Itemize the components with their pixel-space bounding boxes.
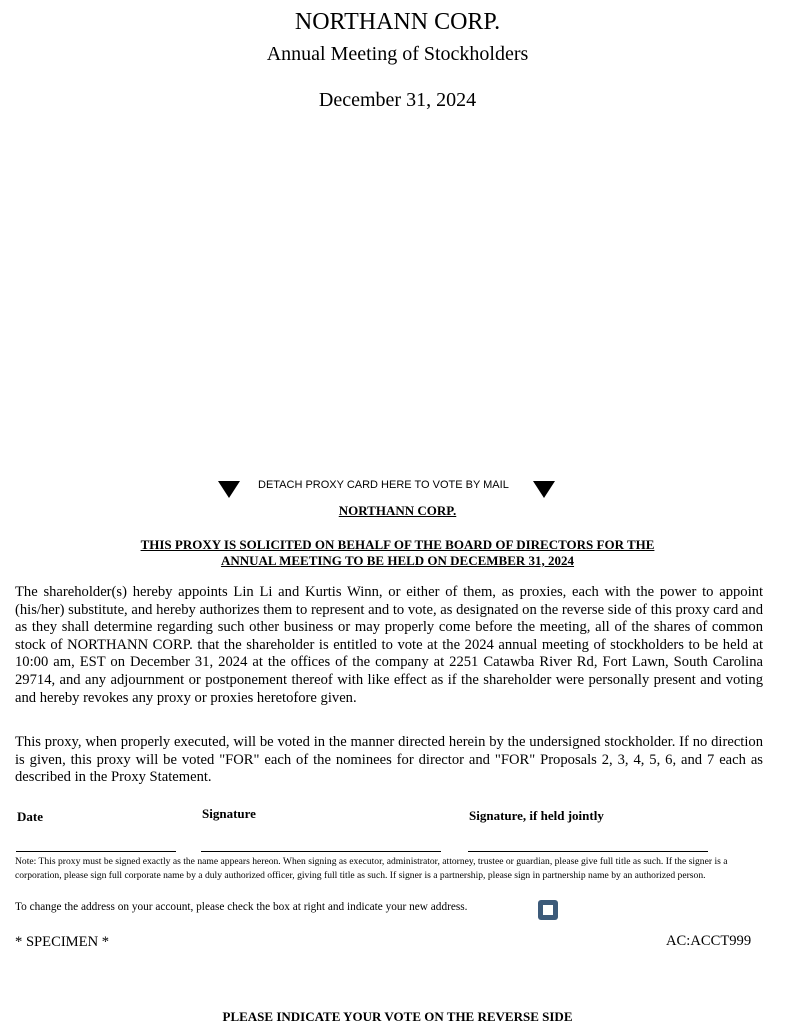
company-title: NORTHANN CORP. bbox=[294, 9, 501, 35]
date-label: Date bbox=[17, 809, 43, 824]
solicitation-heading bbox=[0, 537, 795, 569]
triangle-down-icon bbox=[533, 481, 555, 498]
detach-row bbox=[0, 478, 795, 500]
reverse-side-note: PLEASE INDICATE YOUR VOTE ON THE REVERSE SIDE bbox=[222, 1009, 573, 1024]
checkbox-icon bbox=[543, 905, 553, 915]
solicitation-heading-line2: ANNUAL MEETING TO BE HELD ON DECEMBER 31, 2024 bbox=[220, 553, 575, 568]
signing-note: Note: This proxy must be signed exactly as the name appears hereon. When signing as executor, administrator, attorney, trustee or guardian, please give full title as such. If the signer is a corporation, please sign full corporate name by a duly authorized officer, giving full title as such. If signer is a partnership, please sign in partnership name by an authorized person. bbox=[15, 856, 728, 881]
card-company-name: NORTHANN CORP. bbox=[338, 503, 457, 518]
meeting-date: December 31, 2024 bbox=[318, 89, 477, 111]
joint-signature-line[interactable] bbox=[468, 851, 708, 852]
detach-instruction: DETACH PROXY CARD HERE TO VOTE BY MAIL bbox=[258, 479, 509, 491]
address-change-checkbox[interactable] bbox=[538, 900, 558, 920]
appointment-paragraph: The shareholder(s) hereby appoints Lin Li and Kurtis Winn, or either of them, as proxies, each with the power to appoint (his/her) substitute, and hereby authorizes them to represent and to vote, as designated on the reverse side of this proxy card and as they shall determine regarding such other business or may properly come before the meeting, all of the shares of common stock of NORTHANN CORP. that the shareholder is entitled to vote at the 2024 annual meeting of stockholders to be held at 10:00 am, EST on December 31, 2024 at the offices of the company at 2251 Catawba River Rd, Fort Lawn, South Carolina 29714, and any adjournment or postponement thereof with like effect as if the shareholder were personally present and voting and hereby revokes any proxy or proxies heretofore given. bbox=[15, 584, 763, 706]
address-change-text: To change the address on your account, please check the box at right and indicate your new address. bbox=[15, 901, 468, 913]
execution-paragraph: This proxy, when properly executed, will be voted in the manner directed herein by the undersigned stockholder. If no direction is given, this proxy will be voted "FOR" each of the nominees for director and "FOR" Proposals 2, 3, 4, 5, 6, and 7 each as described in the Proxy Statement. bbox=[15, 734, 763, 786]
meeting-subtitle: Annual Meeting of Stockholders bbox=[266, 43, 529, 65]
account-code: AC:ACCT999 bbox=[666, 933, 752, 949]
date-line[interactable] bbox=[16, 851, 176, 852]
triangle-down-icon bbox=[218, 481, 240, 498]
signature-line[interactable] bbox=[201, 851, 441, 852]
signature-label: Signature bbox=[202, 806, 256, 821]
specimen-label: * SPECIMEN * bbox=[15, 934, 110, 950]
joint-signature-label: Signature, if held jointly bbox=[469, 808, 604, 823]
solicitation-heading-line1: THIS PROXY IS SOLICITED ON BEHALF OF THE BOARD OF DIRECTORS FOR THE bbox=[140, 537, 655, 552]
